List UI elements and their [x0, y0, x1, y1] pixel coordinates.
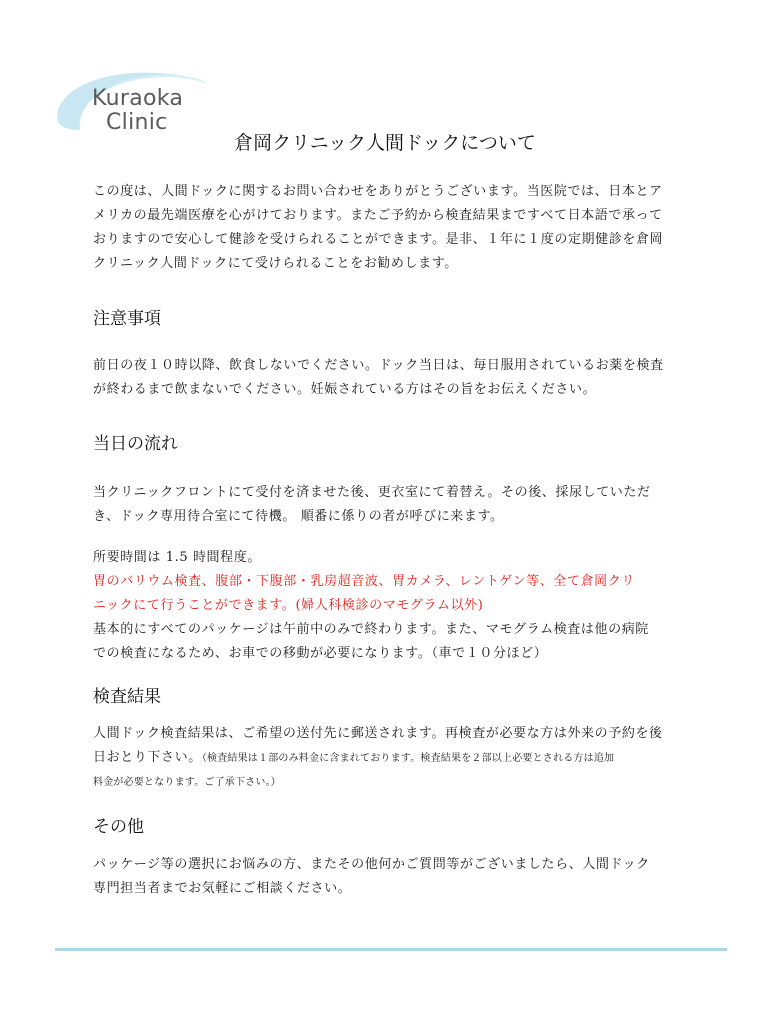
caution-paragraph: [93, 354, 683, 402]
flow-details: [93, 546, 683, 666]
duration-text: 所要時間は 1.5 時間程度。: [93, 550, 261, 565]
page-title: 倉岡クリニック人間ドックについて: [234, 132, 536, 154]
results-paragraph: [93, 722, 683, 795]
results-note: 料金が必要となります。ご了承下さい。）: [93, 777, 281, 788]
footer-divider: [55, 948, 727, 951]
intro-line: おりますので安心して健診を受けられることができます。是非、１年に１度の定期健診を倉岡: [93, 232, 664, 247]
other-paragraph: [93, 853, 683, 901]
intro-paragraph: [93, 180, 683, 276]
results-heading: 検査結果: [93, 687, 161, 707]
flow-heading: 当日の流れ: [93, 434, 178, 454]
flow-note-line: 基本的にすべてのパッケージは午前中のみで終わります。また、マモグラム検査は他の病院: [93, 622, 649, 637]
flow-line: き、ドック専用待合室にて待機。 順番に係りの者が呼びに来ます。: [93, 509, 504, 524]
results-line: [93, 746, 683, 771]
results-line-main: 日おとり下さい。: [93, 750, 202, 765]
flow-note-line: での検査になるため、お車での移動が必要になります。（車で１０分ほど）: [93, 646, 548, 661]
logo-text-line2: Clinic: [106, 110, 168, 135]
results-line: 人間ドック検査結果は、ご希望の送付先に郵送されます。再検査が必要な方は外来の予約を後: [93, 726, 663, 741]
caution-heading: 注意事項: [93, 309, 161, 329]
exam-list-line: 胃のバリウム検査、腹部・下腹部・乳房超音波、胃カメラ、レントゲン等、全て倉岡クリ: [93, 574, 635, 589]
intro-line: クリニック人間ドックにて受けられることをお勧めします。: [93, 256, 458, 271]
other-line: 専門担当者までお気軽にご相談ください。: [93, 881, 352, 896]
flow-paragraph: [93, 481, 683, 529]
intro-line: この度は、人間ドックに関するお問い合わせをありがとうございます。当医院では、日本とア: [93, 184, 663, 199]
other-line: パッケージ等の選択にお悩みの方、またその他何かご質問等がございましたら、人間ドック: [93, 857, 650, 872]
caution-line: が終わるまで飲まないでください。妊娠されている方はその旨をお伝えください。: [93, 382, 597, 397]
logo-text-line1: Kuraoka: [92, 86, 184, 111]
other-heading: その他: [93, 817, 144, 837]
exam-list-line: ニックにて行うことができます。(婦人科検診のマモグラム以外): [93, 598, 484, 613]
results-note: （検査結果は１部のみ料金に含まれております。検査結果を２部以上必要とされる方は追加: [201, 753, 615, 764]
intro-line: メリカの最先端医療を心がけております。またご予約から検査結果まですべて日本語で承って: [93, 208, 663, 223]
flow-line: 当クリニックフロントにて受付を済ませた後、更衣室にて着替え。その後、採尿していただ: [93, 485, 651, 500]
caution-line: 前日の夜１０時以降、飲食しないでください。ドック当日は、毎日服用されているお薬を検査: [93, 358, 664, 373]
